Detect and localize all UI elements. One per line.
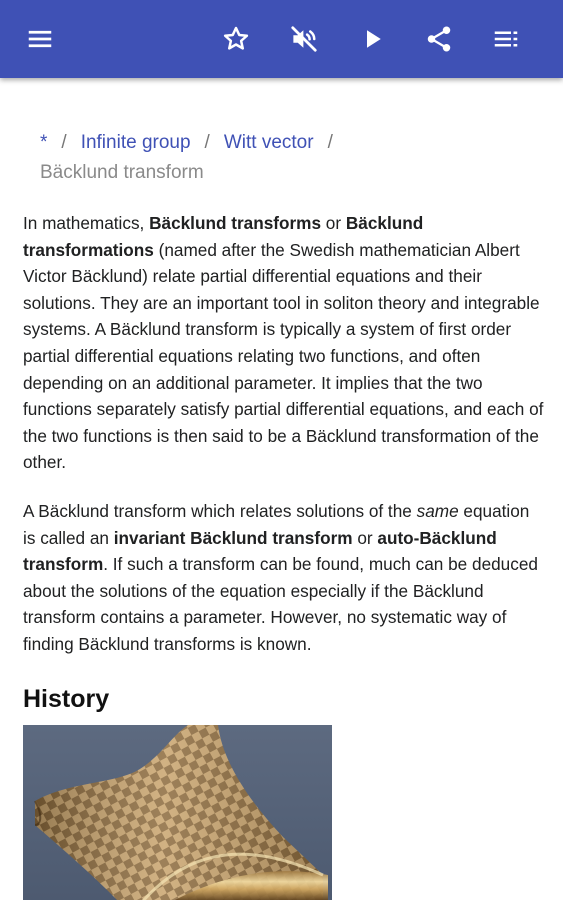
star-icon <box>221 24 251 54</box>
breadcrumb-separator: / <box>204 132 210 153</box>
breadcrumb-link-witt-vector[interactable]: Witt vector <box>223 132 314 153</box>
bookmark-button[interactable] <box>218 21 254 57</box>
section-heading-history: History <box>23 685 110 713</box>
pseudosphere-surface-image <box>23 725 332 900</box>
table-of-contents-button[interactable] <box>488 21 524 57</box>
menu-button[interactable] <box>22 21 58 57</box>
breadcrumb <box>40 128 540 188</box>
breadcrumb-separator: / <box>327 132 333 153</box>
volume-off-icon <box>289 24 319 54</box>
term-backlund-transforms: Bäcklund transforms <box>149 213 322 233</box>
term-auto-backlund-transform: auto-Bäcklund transform <box>23 527 497 575</box>
paragraph-invariant: A Bäcklund transform which relates solutions of the same equation is called an invariant Bäcklund transform or auto-Bäcklund transform. If such a transform can be found, much can be deduced about the solutions of the equation especially if the Bäcklund transform contains a parameter. However, no systematic way of finding Bäcklund transforms is known. <box>23 500 538 654</box>
emphasis-same: same <box>416 500 459 521</box>
breadcrumb-link-infinite-group[interactable]: Infinite group <box>80 132 191 153</box>
share-icon <box>424 24 454 54</box>
mute-button[interactable] <box>286 21 322 57</box>
breadcrumb-separator: / <box>61 132 67 153</box>
article-content <box>0 78 563 900</box>
play-button[interactable] <box>354 21 390 57</box>
paragraph-intro: In mathematics, Bäcklund transforms or Bäcklund transformations (named after the Swedish mathematician Albert Victor Bäcklund) relate partial differential equations and their solutions. They are an important tool in soliton theory and integrable systems. A Bäcklund transform is typically a system of first order partial differential equations relating two functions, and often depending on an additional parameter. It implies that the two functions separately satisfy partial differential equations, and each of the two functions is then said to be a Bäcklund transformation of the other. <box>23 213 544 473</box>
share-button[interactable] <box>421 21 457 57</box>
breadcrumb-home-link[interactable]: * <box>40 132 48 153</box>
history-figure-image[interactable] <box>23 725 332 900</box>
app-bar <box>0 0 563 78</box>
breadcrumb-current: Bäcklund transform <box>40 162 204 183</box>
term-backlund-transformations: Bäcklund transformations <box>23 213 424 260</box>
article-body <box>23 210 545 680</box>
menu-icon <box>25 24 55 54</box>
term-invariant-backlund-transform: invariant Bäcklund transform <box>113 527 353 548</box>
toc-icon <box>491 24 521 54</box>
play-icon <box>357 24 387 54</box>
